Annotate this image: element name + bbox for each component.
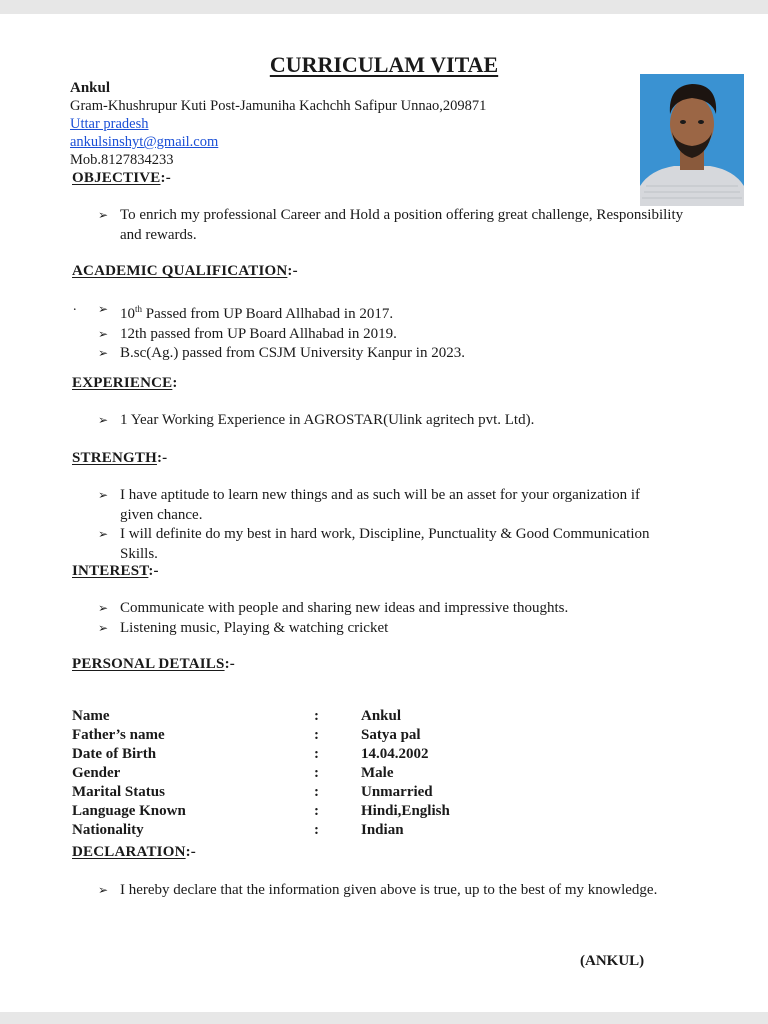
- declaration-heading: DECLARATION:-: [72, 844, 196, 860]
- declaration-list: [98, 881, 678, 901]
- academic-heading: ACADEMIC QUALIFICATION:-: [72, 263, 298, 279]
- interest-heading: INTEREST:-: [72, 563, 159, 579]
- document-title: CURRICULAM VITAE: [269, 52, 499, 77]
- table-row: Nationality : Indian: [72, 822, 404, 838]
- arrow-bullet-icon: ➢: [98, 601, 109, 615]
- arrow-bullet-icon: ➢: [98, 326, 109, 341]
- candidate-name: Ankul: [70, 80, 111, 96]
- table-row: Father’s name : Satya pal: [72, 727, 421, 743]
- address-line: Gram-Khushrupur Kuti Post-Jamuniha Kachchh Safipur Unnao,209871: [70, 98, 487, 114]
- arrow-bullet-icon: ➢: [98, 620, 109, 635]
- list-item: ➢ Communicate with people and sharing new ideas and impressive thoughts.: [98, 599, 698, 619]
- objective-heading: OBJECTIVE:-: [72, 170, 171, 186]
- strength-list: [98, 486, 658, 564]
- list-item: ➢ 10th Passed from UP Board Allhabad in 2017.: [98, 302, 394, 322]
- state-link[interactable]: Uttar pradesh: [70, 116, 149, 132]
- arrow-bullet-icon: ➢: [98, 883, 109, 897]
- cv-page: [0, 14, 768, 1012]
- personal-details-table: [72, 707, 450, 840]
- list-item: ➢ 12th passed from UP Board Allhabad in 2019.: [98, 325, 698, 345]
- arrow-bullet-icon: ➢: [98, 346, 109, 360]
- list-item: ➢ I hereby declare that the information given above is true, up to the best of my knowledge.: [98, 881, 678, 901]
- table-row: Gender : Male: [72, 765, 394, 781]
- list-item: ➢ I have aptitude to learn new things and as such will be an asset for your organization if given chance.: [98, 487, 640, 523]
- table-row: Name : Ankul: [72, 708, 402, 724]
- list-item: ➢ To enrich my professional Career and Hold a position offering great challenge, Responsibility and rewards.: [98, 207, 684, 243]
- academic-list: [98, 300, 698, 364]
- email-link[interactable]: ankulsinshyt@gmail.com: [70, 134, 219, 150]
- strength-heading: STRENGTH:-: [72, 450, 168, 466]
- mobile-number: Mob.8127834233: [70, 152, 174, 168]
- signature: (ANKUL): [580, 953, 645, 969]
- arrow-bullet-icon: ➢: [98, 527, 109, 541]
- personal-details-heading: PERSONAL DETAILS:-: [72, 656, 235, 672]
- table-row: Date of Birth : 14.04.2002: [72, 746, 429, 762]
- contact-header: [70, 79, 486, 169]
- profile-photo: [640, 74, 744, 206]
- objective-list: [98, 206, 698, 245]
- arrow-bullet-icon: ➢: [98, 302, 109, 316]
- table-row: Language Known : Hindi,English: [72, 803, 450, 819]
- arrow-bullet-icon: ➢: [98, 413, 109, 427]
- experience-heading: EXPERIENCE:: [72, 375, 178, 391]
- experience-list: [98, 411, 698, 431]
- arrow-bullet-icon: ➢: [98, 488, 109, 502]
- table-row: Marital Status : Unmarried: [72, 784, 433, 800]
- profile-photo-drawing: [640, 74, 744, 206]
- stray-dot: .: [73, 299, 77, 314]
- arrow-bullet-icon: ➢: [98, 208, 109, 222]
- list-item: ➢ B.sc(Ag.) passed from CSJM University Kanpur in 2023.: [98, 344, 698, 364]
- interest-list: [98, 599, 698, 638]
- list-item: ➢ Listening music, Playing & watching cricket: [98, 619, 698, 639]
- list-item: ➢ 1 Year Working Experience in AGROSTAR(Ulink agritech pvt. Ltd).: [98, 411, 698, 431]
- list-item: ➢ I will definite do my best in hard work, Discipline, Punctuality & Good Communication Skills.: [98, 526, 650, 562]
